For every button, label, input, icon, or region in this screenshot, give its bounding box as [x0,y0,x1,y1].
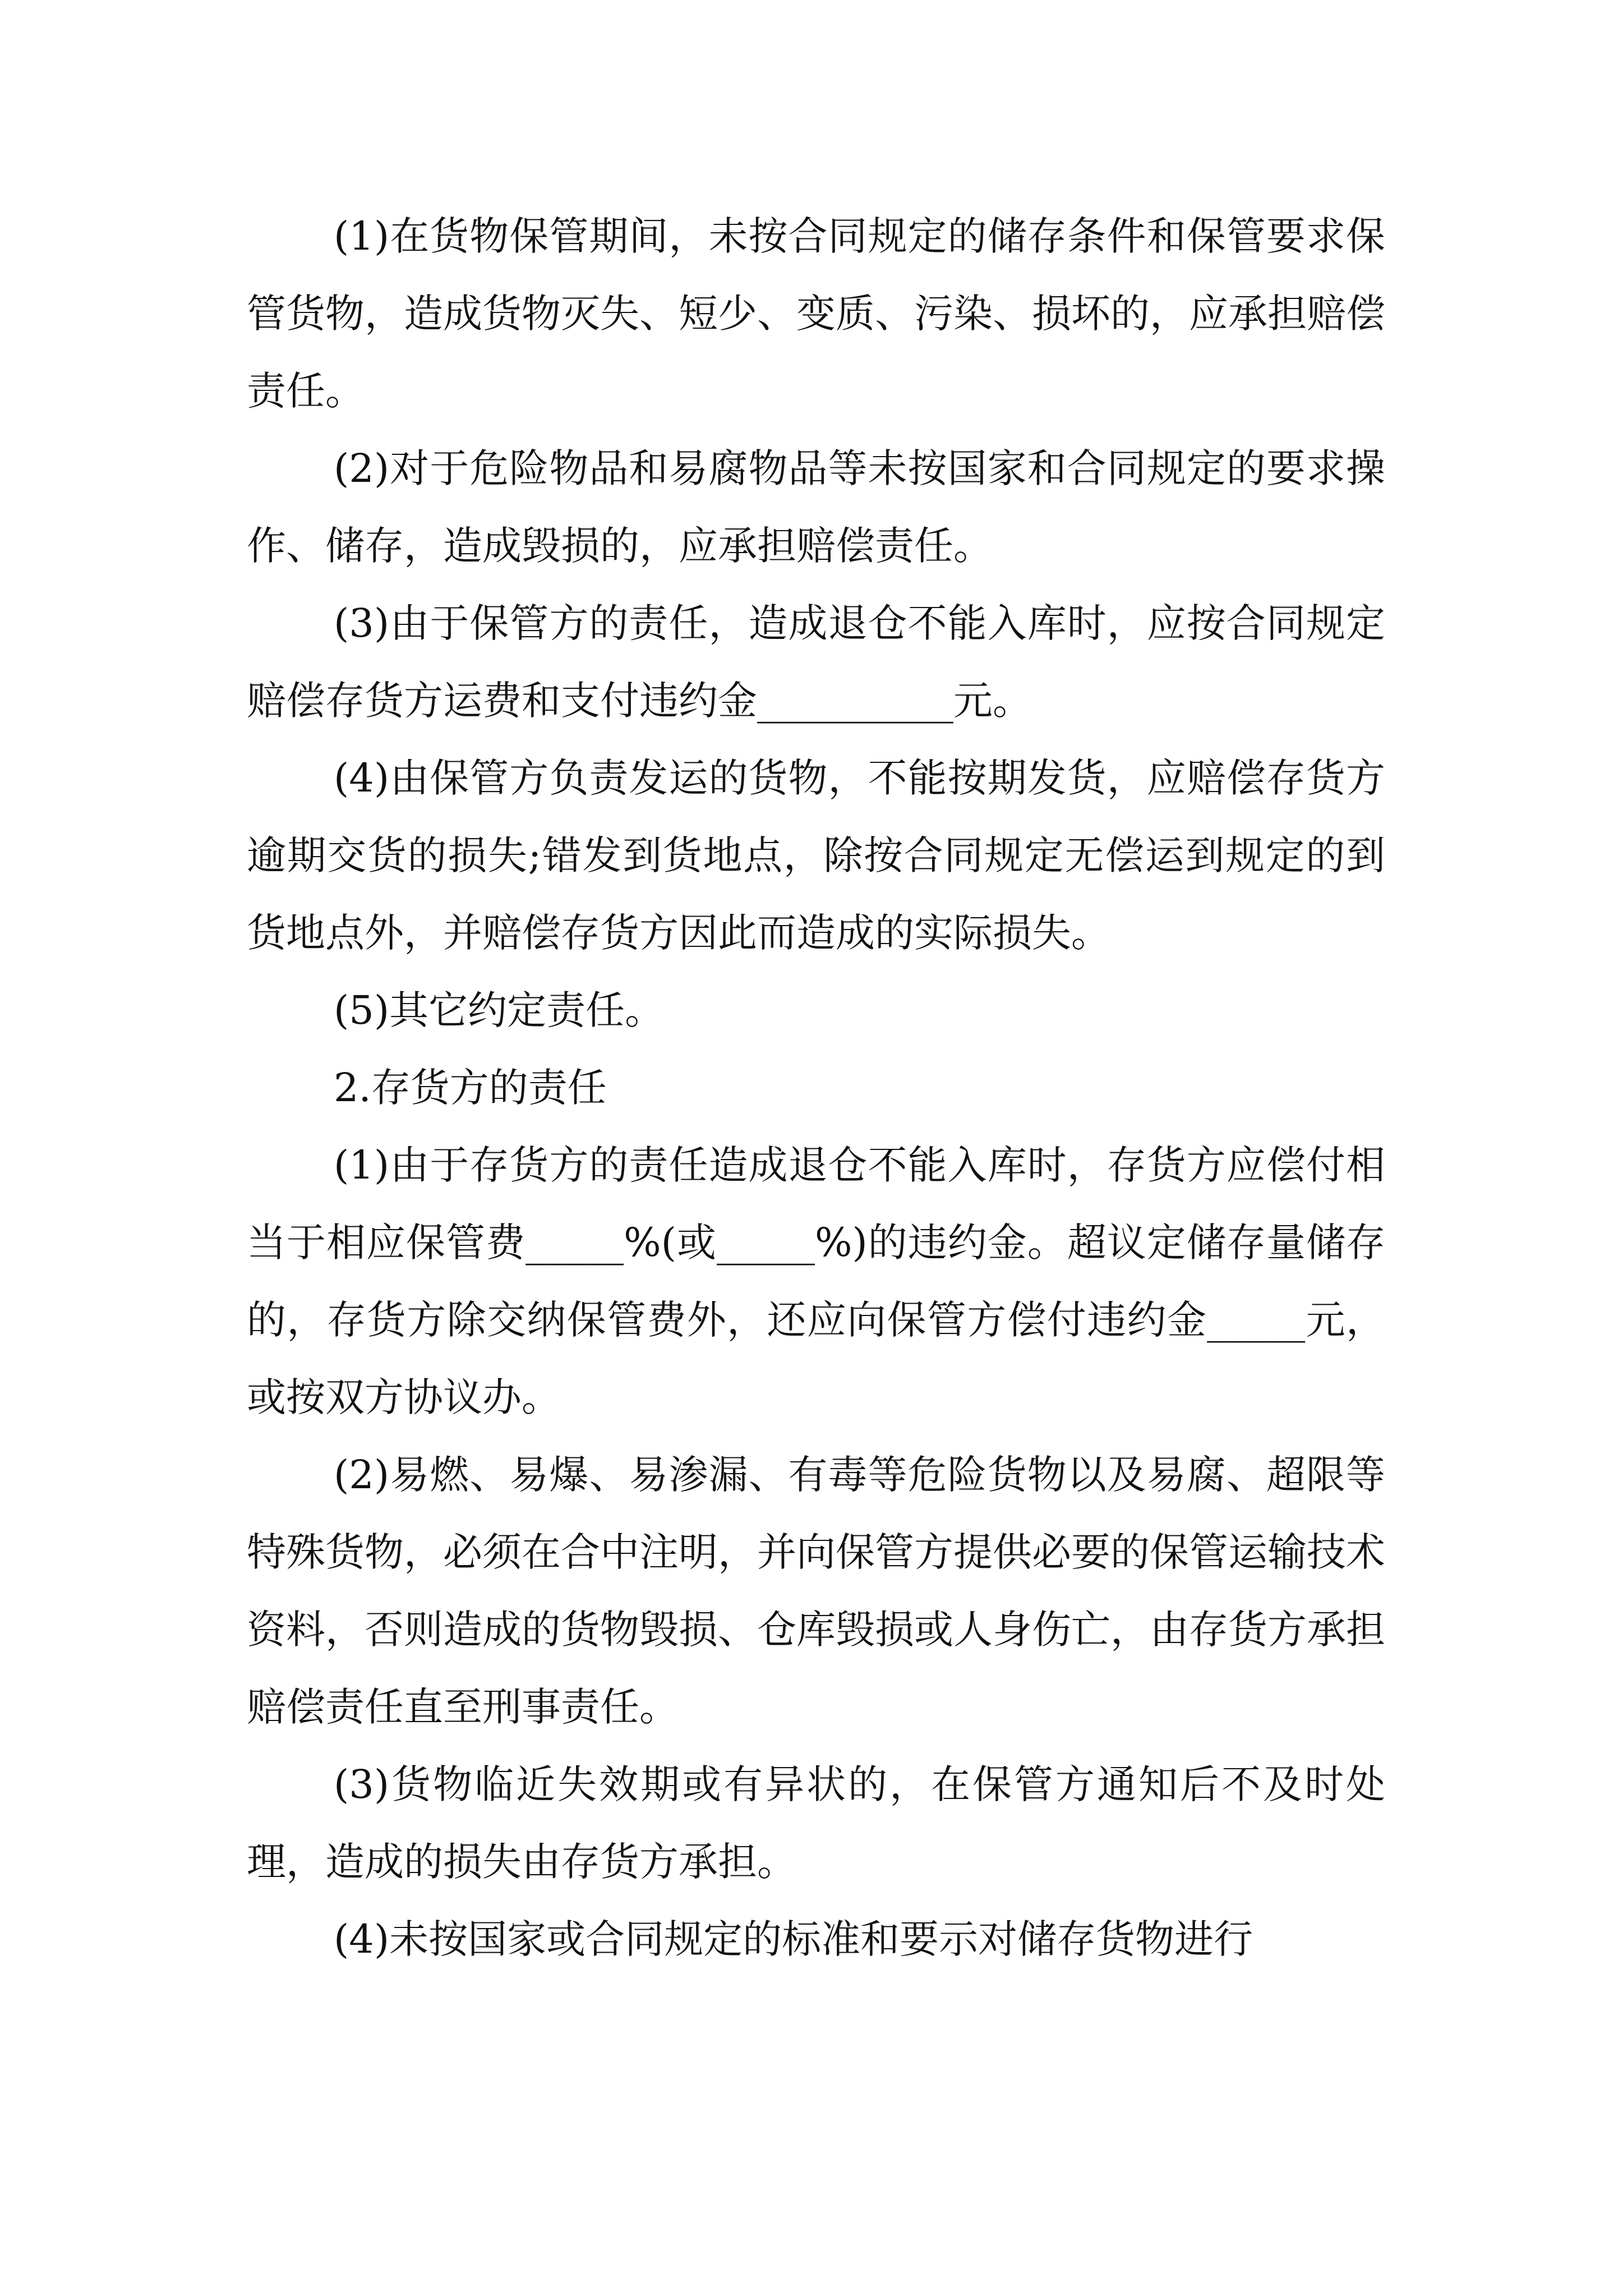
clause-paragraph: (1)在货物保管期间，未按合同规定的储存条件和保管要求保管货物，造成货物灭失、短少、变质、污染、损坏的，应承担赔偿责任。 [247,213,1385,414]
clause-paragraph: (4)由保管方负责发运的货物，不能按期发货，应赔偿存货方逾期交货的损失;错发到货地点，除按合同规定无偿运到规定的到货地点外，并赔偿存货方因此而造成的实际损失。 [247,755,1385,956]
clause-paragraph: (1)由于存货方的责任造成退仓不能入库时，存货方应偿付相当于相应保管费_____%(或_____%)的违约金。超议定储存量储存的，存货方除交纳保管费外，还应向保管方偿付违约金_____元，或按双方协议办。 [247,1142,1385,1420]
clause-paragraph: (5)其它约定责任。 [334,987,665,1033]
clause-paragraph: (3)由于保管方的责任，造成退仓不能入库时，应按合同规定赔偿存货方运费和支付违约金__________元。 [247,600,1385,724]
clause-paragraph: (3)货物临近失效期或有异状的，在保管方通知后不及时处理，造成的损失由存货方承担。 [247,1761,1385,1885]
clause-paragraph: (2)易燃、易爆、易渗漏、有毒等危险货物以及易腐、超限等特殊货物，必须在合中注明，并向保管方提供必要的保管运输技术资料，否则造成的货物毁损、仓库毁损或人身伤亡，由存货方承担赔偿责任直至刑事责任。 [247,1452,1385,1730]
clause-paragraph: (2)对于危险物品和易腐物品等未按国家和合同规定的要求操作、储存，造成毁损的，应承担赔偿责任。 [247,445,1385,569]
document-body [247,197,1385,1978]
section-heading: 2.存货方的责任 [334,1065,607,1111]
clause-paragraph: (4)未按国家或合同规定的标准和要示对储存货物进行 [334,1916,1253,1962]
